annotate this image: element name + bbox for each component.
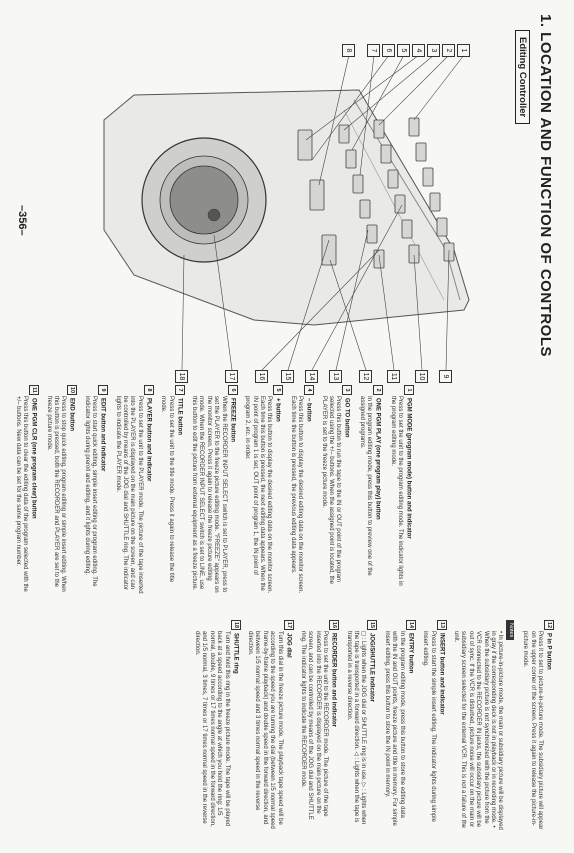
control-description [319, 385, 352, 595]
control-heading [373, 385, 383, 595]
callout-number: 4 [412, 44, 425, 57]
control-description [113, 385, 154, 595]
section-subtitle: Editing Controller [515, 30, 530, 124]
control-description [82, 385, 108, 595]
control-name: RECORDER button and indicator [330, 633, 337, 727]
control-body-text: Press it to set to picture-in-picture mode. The subsidiary picture will appear on the upper corner of the screen. Press it again to release the picture-in-picture mode. [522, 631, 543, 830]
control-number: 1 [404, 385, 414, 395]
control-heading [284, 620, 294, 830]
control-description [246, 620, 294, 830]
control-description [243, 385, 284, 595]
callout-number: 10 [415, 370, 428, 383]
control-name: – button [305, 398, 312, 422]
control-heading [273, 385, 283, 595]
control-heading [67, 385, 77, 595]
control-body-text: Turn this dial in the freeze picture mode. The playback tape speed will be according to the speed you are turning the dial (between 1/5 normal speed frame-by-frame playback) and double speed in the forward direction, and between 1/5 normal speed and 3 times normal speed in the reverse direction. [247, 631, 283, 829]
control-number: 17 [285, 621, 292, 629]
control-number: 18 [232, 621, 239, 629]
callout-number: 12 [359, 370, 372, 383]
control-number: 7 [175, 385, 185, 395]
control-heading [368, 620, 378, 830]
control-number: 11 [29, 385, 39, 395]
control-body-text: Press this button to run the tape to the IN or OUT point of the program selected using the +/– buttons. When the assigned point is located, the PLAYER is set to the freeze picture mode. [320, 396, 342, 584]
control-number: 3 [342, 385, 352, 395]
control-body-text: Press to set the unit to the RECORDER mode. The picture of the tape inserted into the RECORDER is displayed on the main picture on the screen, and can be controlled by means of the JOG dial and SHUTTLE ring. The indicator lights to indicate the RECORDER mode. [300, 631, 329, 820]
control-body-text: ◻ : Lights when the JOG dial or SHUTTLE ring is in use. ▷ : Lights when the tape is transported in a forward direction. ◁ : Lights when the tape is transported in a reverse direction. [345, 631, 367, 825]
control-body-text: Press this button to display the desired editing data on the monitor screen. Each time this button is pressed, the next editing data appears. When the IN point of program 1 is set, OUT point of program 1, the IN point of program 2, etc. in order. [244, 396, 273, 594]
control-body-text: Press to start the simple insert editing. The indicator lights during simple insert editing. [422, 631, 436, 822]
control-heading [544, 620, 554, 830]
callout-number: 6 [382, 44, 395, 57]
description-column-2 [188, 620, 554, 830]
control-number: 6 [228, 385, 238, 395]
control-description [388, 385, 414, 595]
control-name: ENTRY button [407, 633, 414, 674]
control-name: ONE PGM PLAY (one program play) button [374, 398, 381, 520]
control-number: 8 [144, 385, 154, 395]
control-body-text: In the program editing mode, press this button to store the editing data with the IN and OUT points, freeze picture and title in memory. For simple insert editing, press this button to store the IN point in memory. [383, 631, 405, 826]
control-number: 2 [373, 385, 383, 395]
callout-leaders-right [182, 205, 449, 370]
control-name: SHUTTLE ring [232, 633, 239, 674]
control-heading [228, 385, 238, 595]
button-grid [298, 118, 454, 268]
control-heading [175, 385, 185, 595]
page-title: 1. LOCATION AND FUNCTION OF CONTROLS [537, 14, 554, 357]
control-name: GO TO button [343, 398, 350, 438]
control-number: 16 [331, 621, 338, 629]
control-name: P in P button [545, 633, 552, 670]
control-description [193, 620, 241, 830]
callout-number: 3 [427, 44, 440, 57]
control-heading [231, 620, 241, 830]
control-heading [144, 385, 154, 595]
callout-number: 5 [397, 44, 410, 57]
control-description [190, 385, 238, 595]
control-description [299, 620, 340, 830]
control-number: 13 [438, 621, 445, 629]
control-body-text: Press to set the unit to the PLAYER mode. The picture of the tape inserted into the PLAYER is displayed on the main picture on the screen, and can be controlled by means of the JOG dial and SHUTTLE ring. The indicator lights to indicate the PLAYER mode. [114, 396, 143, 594]
control-number: 4 [304, 385, 314, 395]
control-name: EDIT button and indicator [99, 398, 106, 472]
callout-leaders-left [306, 55, 464, 185]
control-description [357, 385, 383, 595]
callout-number: 15 [281, 370, 294, 383]
control-description [13, 385, 39, 595]
control-body-text: Press to start quick editing, simple insert editing or program editing. The indicator lights during preroll and editing, and it lights during editing. [83, 396, 98, 587]
control-name: ONE PGM CLR (one program clear) button [30, 398, 37, 519]
control-heading [329, 620, 339, 830]
control-number: 5 [273, 385, 283, 395]
control-heading [404, 385, 414, 595]
control-heading [342, 385, 352, 595]
control-body-text: Turn and hold this ring in the freeze picture mode. The tape will be played back at a speed according to the angle at which you hold the ring: 1/5 normal, double, 9 times or 17 times normal speed in the forward direction, and 1/5 normal, 3 times, 7 times or 17 times normal speed in the reverse direction. [194, 631, 230, 827]
control-description [383, 620, 416, 830]
controller-body [104, 90, 469, 325]
control-name: PGM MODE (program mode) button and indicator [405, 398, 412, 539]
control-name: + button [274, 398, 281, 422]
control-name: END button [68, 398, 75, 431]
description-column-1 [8, 385, 414, 595]
control-description [521, 620, 554, 830]
callout-number: 7 [367, 44, 380, 57]
callout-number: 8 [342, 44, 355, 57]
callout-number: 2 [442, 44, 455, 57]
callout-number: 17 [225, 370, 238, 383]
control-description [421, 620, 447, 830]
control-body-text: Press this button to display the desired editing data on the monitor screen. Each time the button is pressed, the previous editing data appears. [289, 396, 304, 594]
control-number: 14 [407, 621, 414, 629]
control-name: JOG/SHUTTLE indicator [368, 633, 375, 703]
control-number: 10 [69, 386, 76, 394]
callout-number: 18 [175, 370, 188, 383]
control-body-text: Press to set the unit to the program editing mode. The indicator lights in the program editing mode. [389, 396, 403, 586]
notes-label: Notes [506, 620, 513, 640]
control-name: JOG dial [285, 633, 292, 658]
control-description [452, 620, 516, 830]
control-heading [29, 385, 39, 595]
callout-number: 16 [255, 370, 268, 383]
page-number: –356– [16, 205, 28, 236]
control-heading [304, 385, 314, 595]
callout-number: 9 [439, 370, 452, 383]
jog-shuttle-dial [142, 138, 266, 262]
control-description [159, 385, 185, 595]
control-body-text: • In picture-in-picture mode, the main or subsidiary picture will be displayed in gray if the corresponding deck is not in playback or in recording mode. • When the subsidiary picture is not synchronized with the picture from the VCR connected to the RECORDER IN jacks, the subsidiary picture will be out of sync. If the VCR is disturbed, picture noise will occur on the main or subsidiary screen selected for the external VCR. This is not a failure of the unit. [452, 631, 504, 830]
control-body-text: In the program editing mode, press this button to preview one of the assigned programs. [358, 396, 373, 576]
control-body-text: Press to stop quick editing, program editing or simple insert editing. When this button is pressed, both the RECORDER and PLAYER are set to the freeze picture mode. [45, 396, 67, 592]
control-name: INSERT button and indicator [437, 633, 444, 715]
control-number: 15 [369, 621, 376, 629]
control-description [44, 385, 77, 595]
control-name: TITLE button [176, 398, 183, 435]
control-body-text: Press this button to clear the editing data of the program selected with the +/– buttons. New data can be set for the same program number. [14, 396, 29, 592]
callout-number: 1 [457, 44, 470, 57]
control-heading [98, 385, 108, 595]
control-number: 12 [546, 621, 552, 629]
control-heading [437, 620, 447, 830]
control-number: 9 [98, 385, 108, 395]
control-name: PLAYER button and indicator [145, 398, 152, 482]
callout-number: 13 [329, 370, 342, 383]
control-description [288, 385, 314, 595]
control-description [344, 620, 377, 830]
callout-number: 11 [387, 370, 400, 383]
control-body-text: When the RECORDER INPUT SELECT switch is set to PLAYER, press to set the PLAYER to the freeze picture editing mode. "FREEZE" appears on the monitor screen. Press it again to release the freeze picture editing mode. When the RECORDER INPUT SELECT switch is set to LINE, use this button to edit the picture from external equipment as a freeze picture. [191, 396, 227, 593]
callout-number: 14 [305, 370, 318, 383]
control-heading [406, 620, 416, 830]
control-name: FREEZE button [229, 398, 236, 442]
control-body-text: Press to set the unit to the title mode. Press it again to release the title mode. [160, 396, 174, 583]
